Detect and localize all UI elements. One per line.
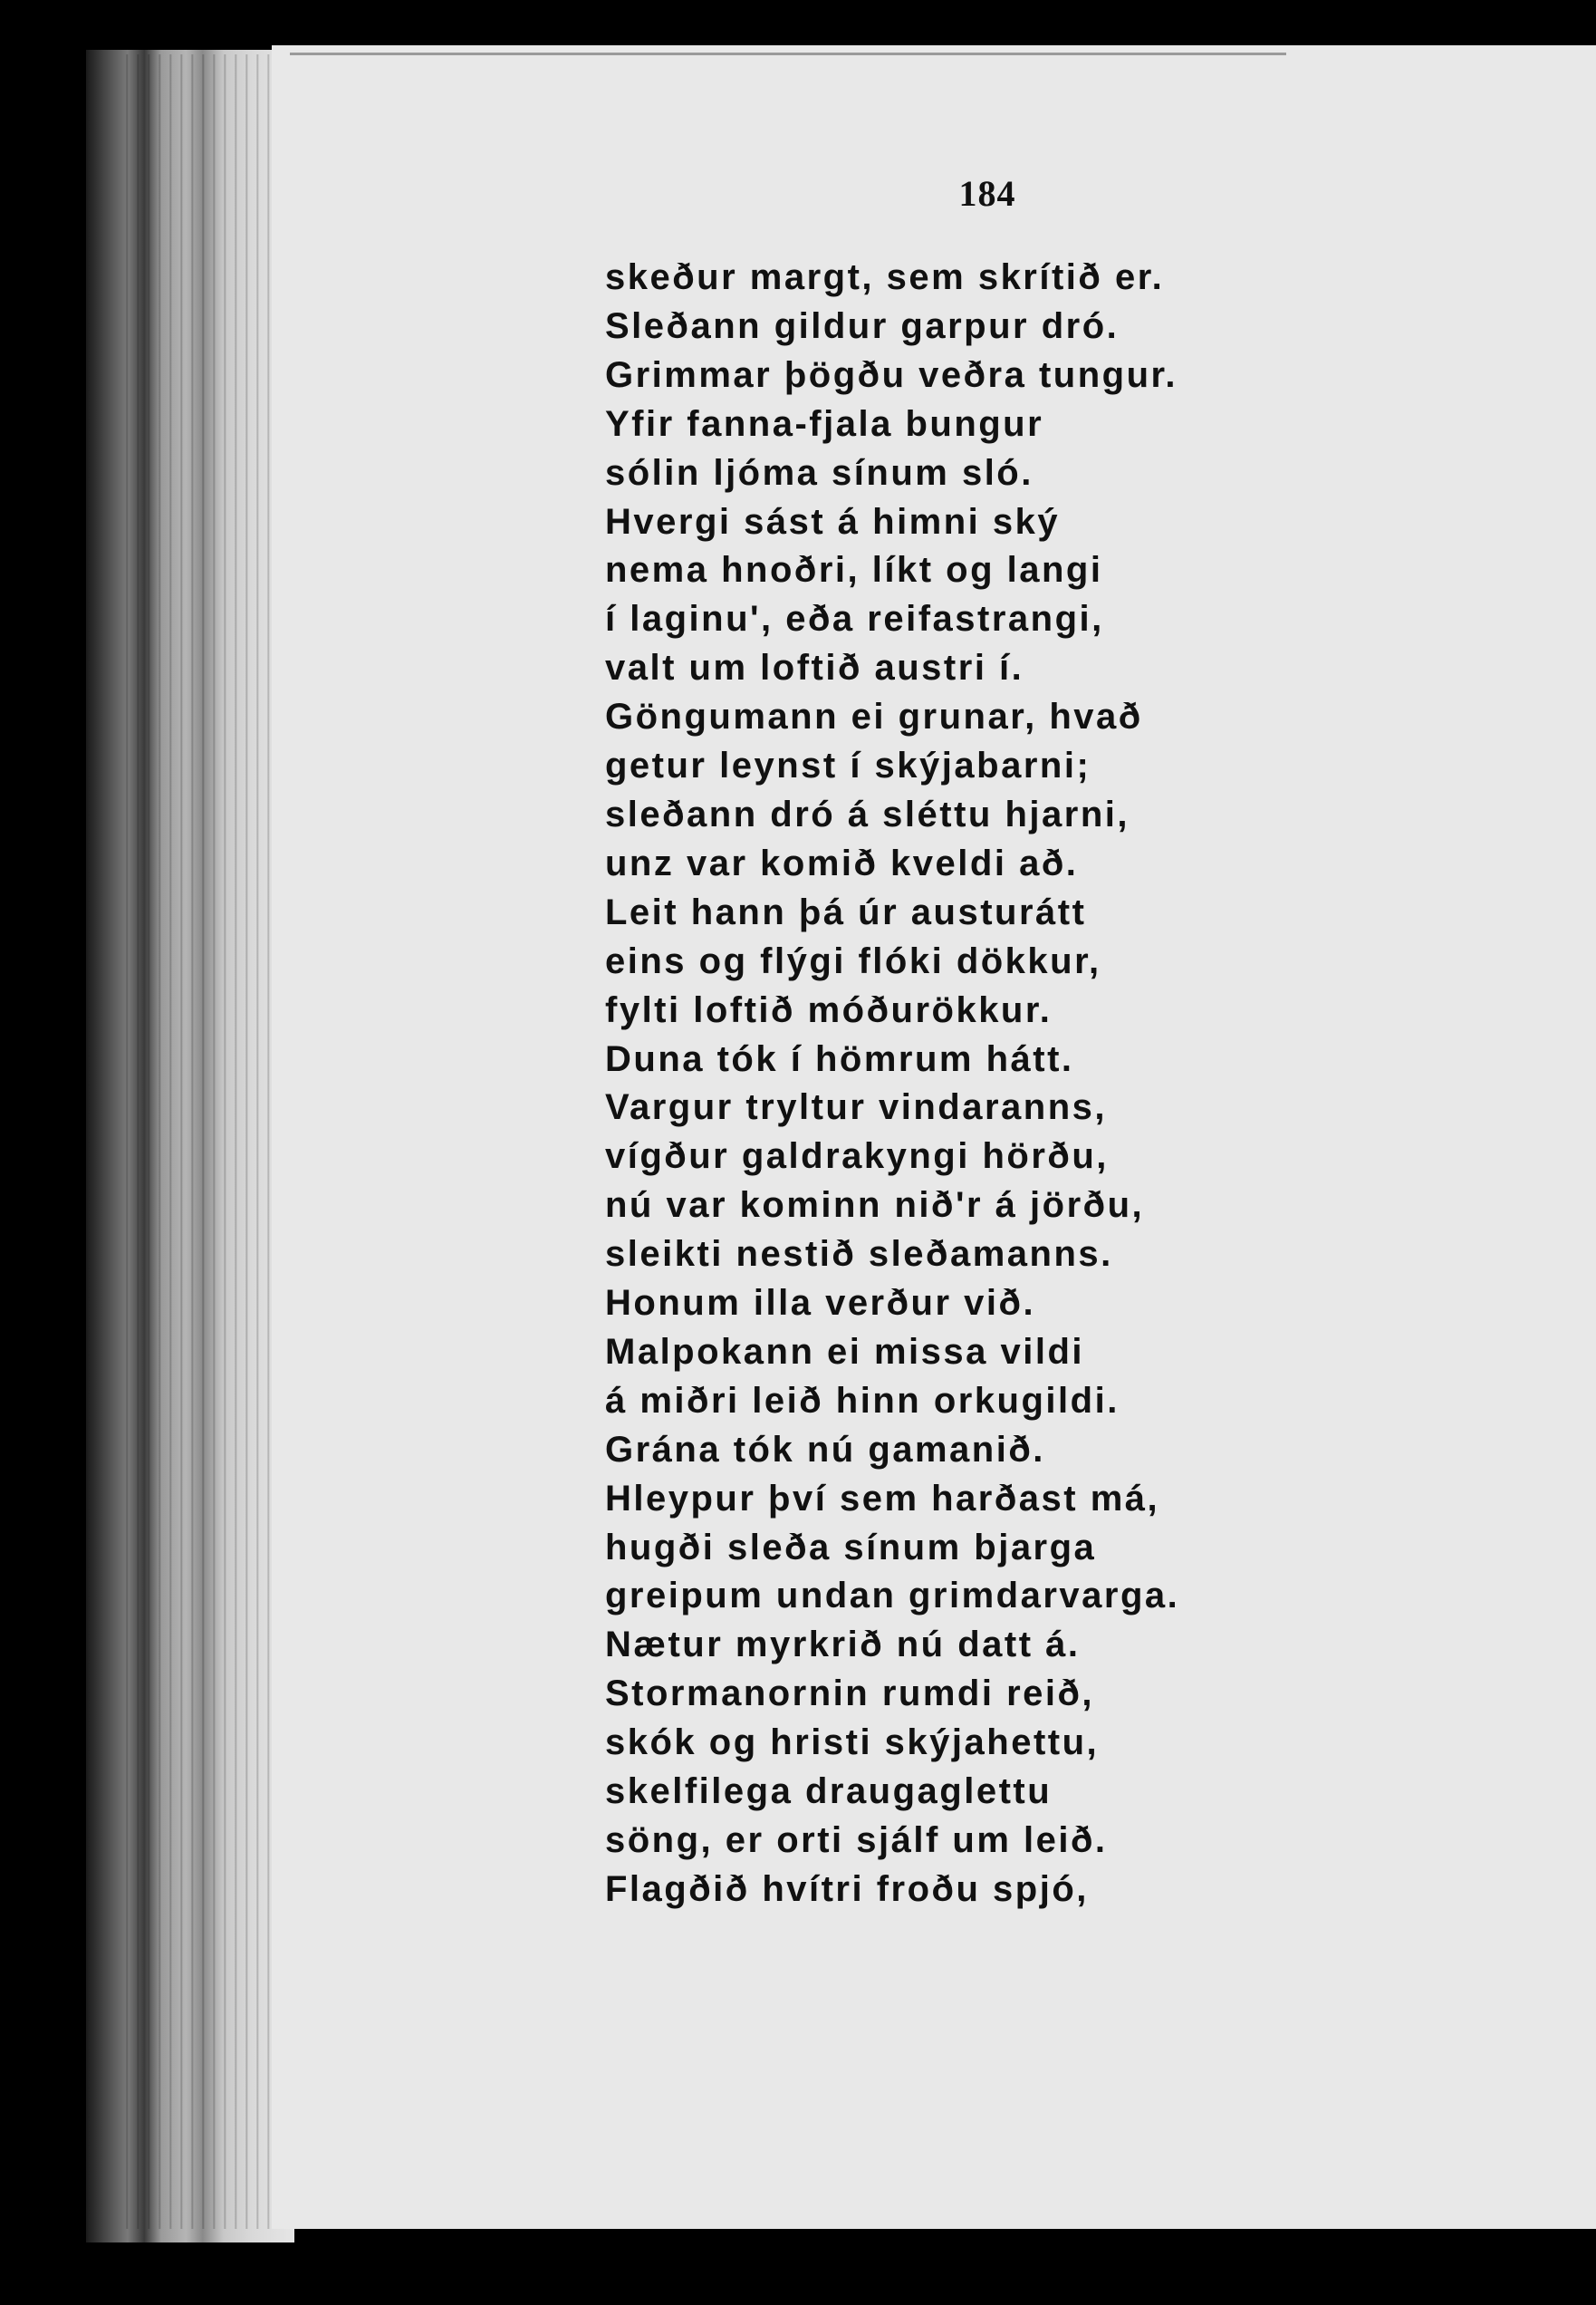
page-number: 184 — [958, 173, 1016, 214]
poem-text — [605, 254, 1179, 1914]
book-spine-texture — [118, 54, 272, 2229]
poem-line: Grimmar þögðu veðra tungur. — [605, 354, 1178, 395]
poem-line: getur leynst í skýjabarni; — [605, 746, 1091, 786]
poem-line: sleðann dró á sléttu hjarni, — [605, 794, 1130, 834]
poem-line: Stormanornin rumdi reið, — [605, 1673, 1095, 1714]
poem-line: Honum illa verður við. — [605, 1283, 1036, 1324]
page-top-edge — [290, 53, 1286, 55]
poem-line: Nætur myrkrið nú datt á. — [605, 1625, 1081, 1665]
poem-line: hugði sleða sínum bjarga — [605, 1527, 1097, 1567]
poem-line: nema hnoðri, líkt og langi — [605, 550, 1103, 591]
poem-line: Grána tók nú gamanið. — [605, 1429, 1045, 1470]
poem-line: Hleypur því sem harðast má, — [605, 1478, 1160, 1519]
poem-line: nú var kominn nið'r á jörðu, — [605, 1185, 1145, 1226]
poem-line: söng, er orti sjálf um leið. — [605, 1820, 1108, 1860]
poem-line: skeður margt, sem skrítið er. — [605, 257, 1165, 297]
poem-line: Flagðið hvítri froðu spjó, — [605, 1868, 1089, 1909]
poem-line: eins og flýgi flóki dökkur, — [605, 940, 1101, 981]
poem-line: skók og hristi skýjahettu, — [605, 1722, 1100, 1763]
poem-line: Vargur tryltur vindaranns, — [605, 1087, 1108, 1128]
poem-line: valt um loftið austri í. — [605, 648, 1024, 689]
poem-line: vígður galdrakyngi hörðu, — [605, 1136, 1109, 1177]
poem-line: Sleðann gildur garpur dró. — [605, 305, 1120, 346]
poem-line: unz var komið kveldi að. — [605, 843, 1079, 883]
poem-line: Hvergi sást á himni ský — [605, 501, 1061, 542]
poem-line: skelfilega draugaglettu — [605, 1771, 1053, 1812]
poem-line: Yfir fanna-fjala bungur — [605, 403, 1044, 444]
poem-line: sleikti nestið sleðamanns. — [605, 1234, 1113, 1275]
poem-line: á miðri leið hinn orkugildi. — [605, 1380, 1120, 1421]
poem-line: í laginu', eða reifastrangi, — [605, 599, 1104, 640]
poem-line: Malpokann ei missa vildi — [605, 1331, 1085, 1372]
poem-line: sólin ljóma sínum sló. — [605, 452, 1034, 493]
poem-line: greipum undan grimdarvarga. — [605, 1576, 1180, 1616]
poem-line: Duna tók í hömrum hátt. — [605, 1038, 1074, 1079]
poem-line: Göngumann ei grunar, hvað — [605, 697, 1143, 738]
poem-line: fylti loftið móðurökkur. — [605, 989, 1053, 1030]
poem-line: Leit hann þá úr austurátt — [605, 892, 1087, 932]
